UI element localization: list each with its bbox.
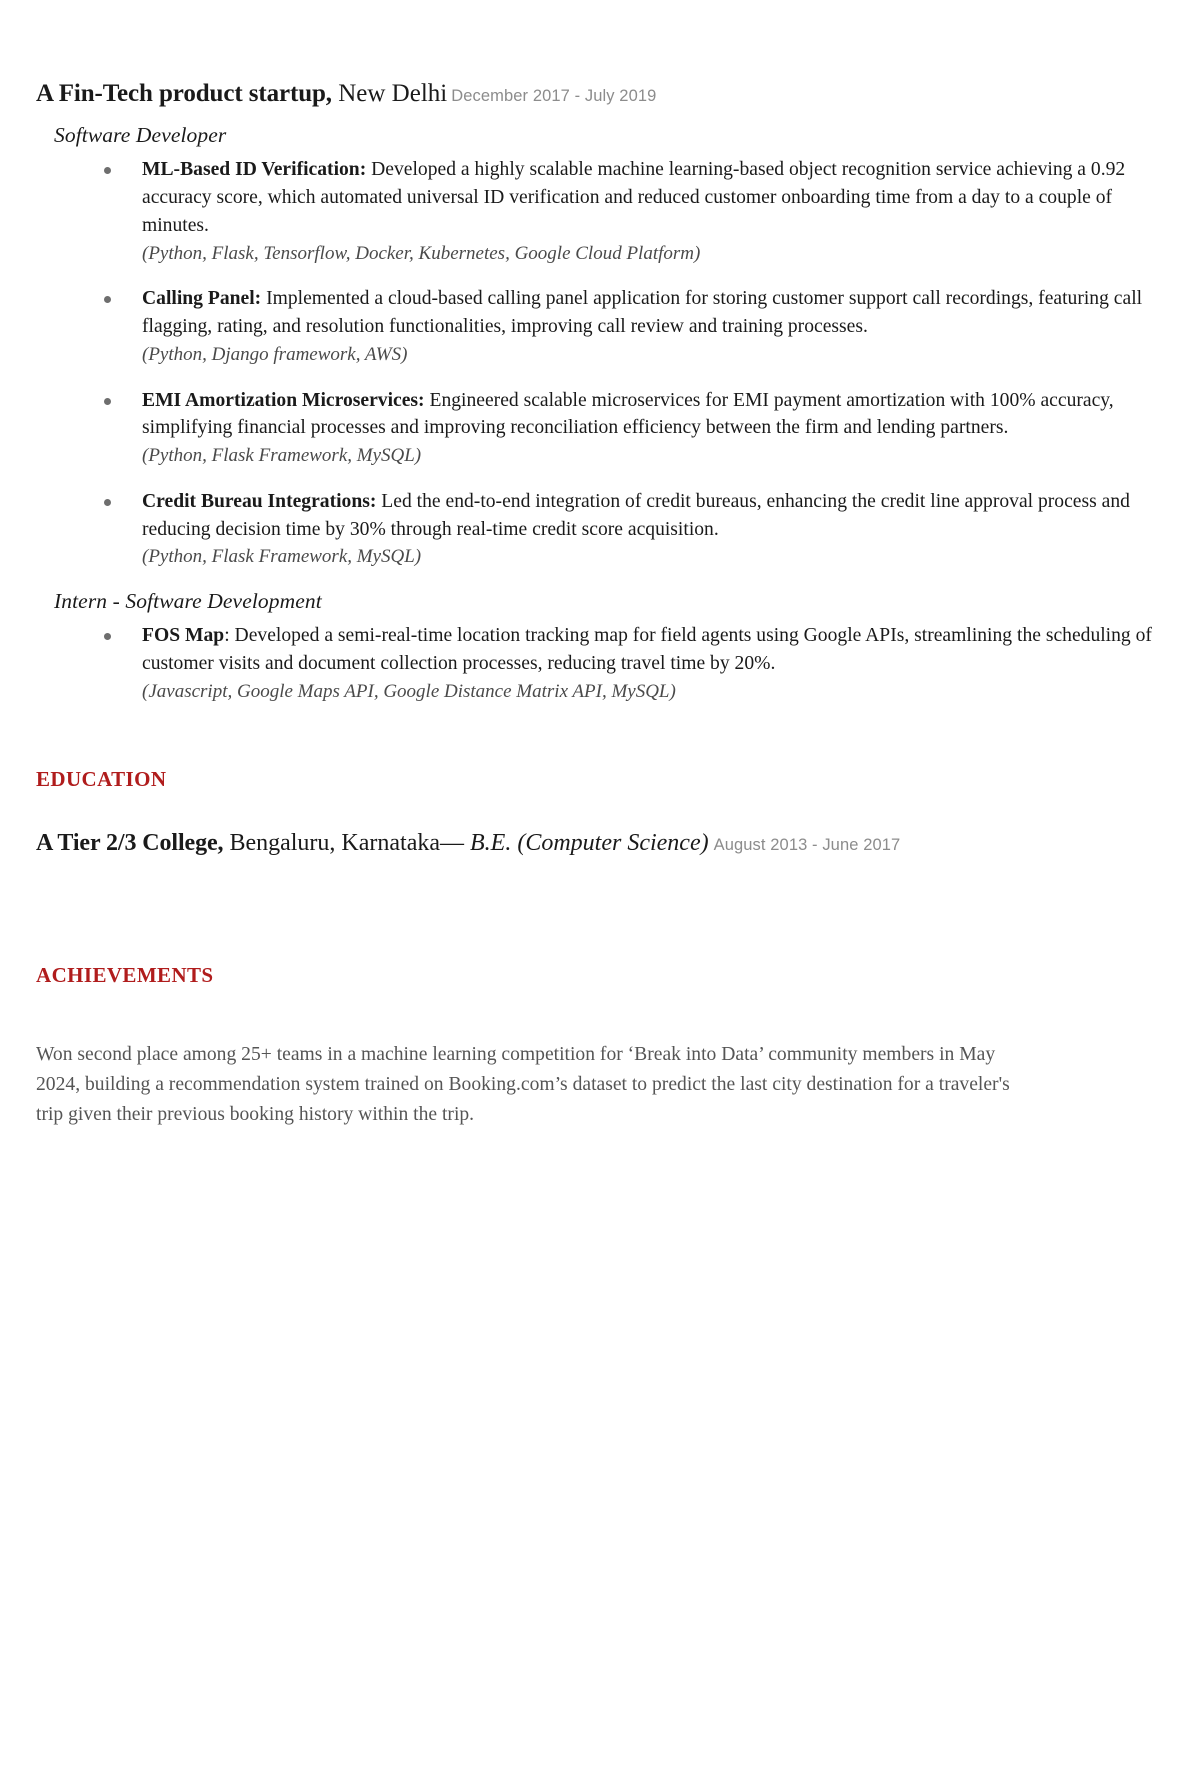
list-item bbox=[36, 285, 1164, 368]
bullet-body bbox=[142, 488, 1164, 544]
achievement-paragraph: Won second place among 25+ teams in a machine learning competition for ‘Break into Data’ community members in May 2024, building a recommendation system trained on Booking.com’s dataset to predict the last city destination for a traveler's trip given their previous booking history within the trip. bbox=[36, 1044, 1010, 1125]
education-dates: August 2013 - June 2017 bbox=[713, 836, 901, 855]
company-location: New Delhi bbox=[338, 80, 448, 107]
bullet-body bbox=[142, 156, 1164, 239]
education-entry bbox=[36, 828, 1164, 859]
section-heading-education: EDUCATION bbox=[36, 767, 167, 792]
bullet-dot-icon bbox=[104, 167, 111, 174]
bullet-list-intern bbox=[36, 622, 1164, 705]
bullet-dot-icon bbox=[104, 296, 111, 303]
education-location: Bengaluru, Karnataka bbox=[229, 830, 441, 857]
bullet-lead-label: EMI Amortization Microservices: bbox=[142, 389, 425, 411]
list-item bbox=[36, 387, 1164, 470]
tech-stack: (Python, Flask Framework, MySQL) bbox=[142, 445, 422, 467]
company-name: A Fin-Tech product startup, bbox=[36, 80, 332, 107]
bullet-dot-icon bbox=[104, 499, 111, 506]
bullet-dot-icon bbox=[104, 633, 111, 640]
bullet-lead-label: Credit Bureau Integrations: bbox=[142, 490, 377, 512]
role-title-intern: Intern - Software Development bbox=[54, 588, 322, 613]
bullet-body bbox=[142, 622, 1164, 678]
tech-stack: (Python, Flask, Tensorflow, Docker, Kubernetes, Google Cloud Platform) bbox=[142, 242, 701, 264]
role-title-software-developer: Software Developer bbox=[54, 123, 227, 148]
list-item bbox=[36, 622, 1164, 705]
bullet-dot-icon bbox=[104, 398, 111, 405]
education-separator: — bbox=[440, 830, 471, 857]
bullet-list-software-developer bbox=[36, 156, 1164, 571]
bullet-description: Engineered scalable microservices for EMI payment amortization with 100% accuracy, simplifying financial processes and improving reconciliation efficiency between the firm and lending partners. bbox=[142, 389, 1114, 439]
tech-stack: (Python, Flask Framework, MySQL) bbox=[142, 546, 422, 568]
education-degree: B.E. (Computer Science) bbox=[470, 830, 709, 857]
bullet-description: Implemented a cloud-based calling panel application for storing customer support call recordings, featuring call flagging, rating, and resolution functionalities, improving call review and training processes. bbox=[142, 288, 1143, 338]
bullet-body bbox=[142, 285, 1164, 341]
bullet-description: Led the end-to-end integration of credit bureaus, enhancing the credit line approval process and reducing decision time by 30% through real-time credit score acquisition. bbox=[142, 490, 1130, 540]
bullet-body bbox=[142, 387, 1164, 443]
bullet-description: Developed a highly scalable machine learning-based object recognition service achieving a 0.92 accuracy score, which automated universal ID verification and reduced customer onboarding time from a day to a couple of minutes. bbox=[142, 159, 1126, 236]
bullet-lead-label: Calling Panel: bbox=[142, 288, 262, 310]
tech-stack: (Javascript, Google Maps API, Google Distance Matrix API, MySQL) bbox=[142, 680, 676, 702]
education-school: A Tier 2/3 College, bbox=[36, 830, 224, 857]
bullet-description: : Developed a semi-real-time location tracking map for field agents using Google APIs, streamlining the scheduling of customer visits and document collection processes, reducing travel time by 20%. bbox=[142, 624, 1152, 674]
list-item bbox=[36, 488, 1164, 571]
section-heading-achievements: ACHIEVEMENTS bbox=[36, 963, 214, 988]
list-item bbox=[36, 156, 1164, 267]
bullet-lead-label: FOS Map bbox=[142, 624, 225, 646]
tech-stack: (Python, Django framework, AWS) bbox=[142, 343, 408, 365]
experience-entry-header bbox=[36, 78, 1164, 109]
bullet-lead-label: ML-Based ID Verification: bbox=[142, 159, 367, 181]
employment-dates: December 2017 - July 2019 bbox=[451, 87, 657, 105]
